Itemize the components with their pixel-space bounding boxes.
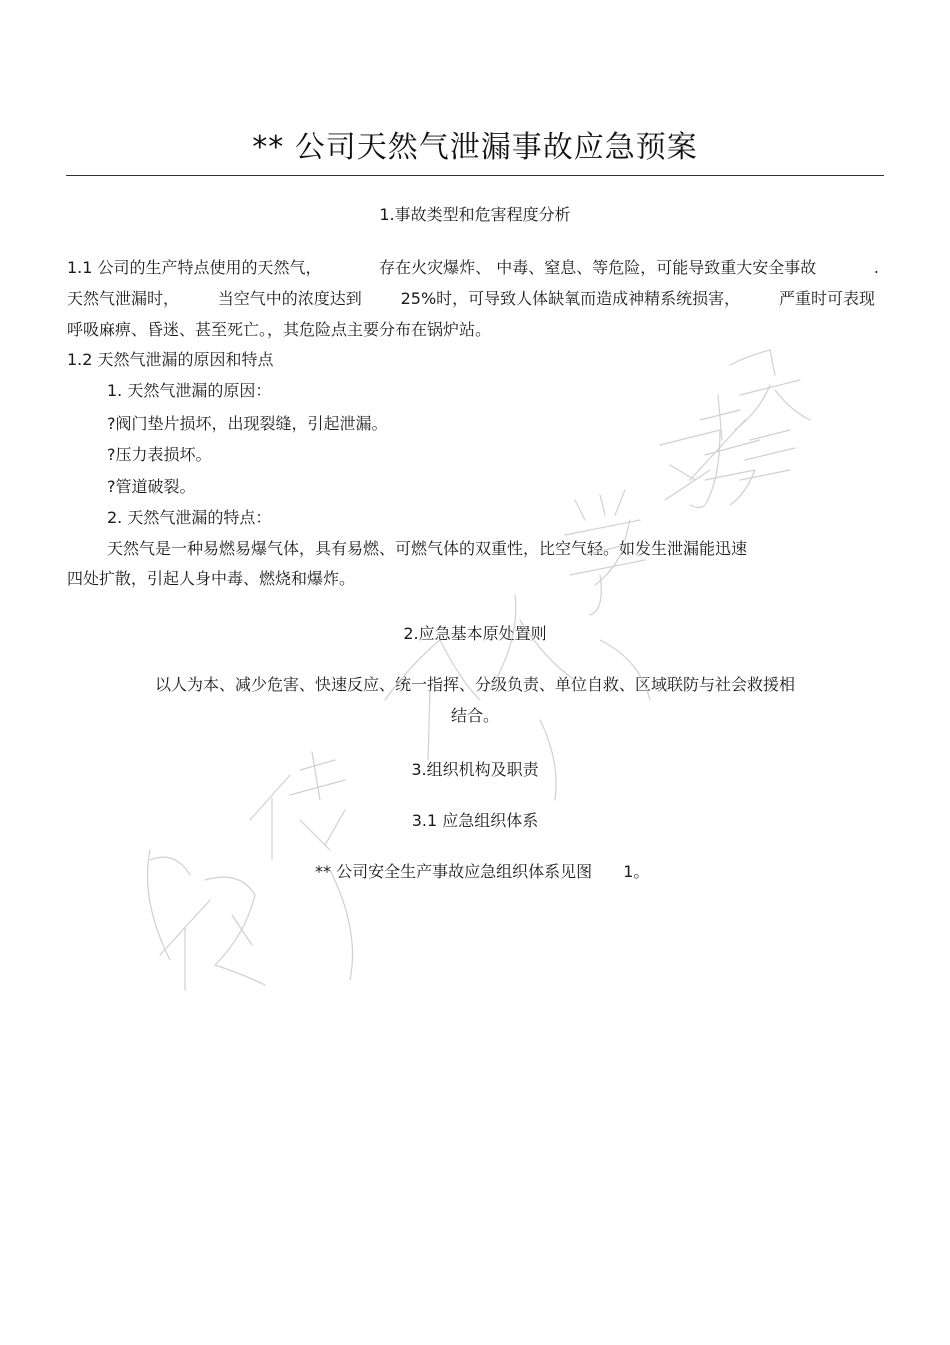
- cause-item: ?压力表损坏。: [107, 445, 212, 464]
- paragraph-1-1-line-3: 呼吸麻痹、昏迷、甚至死亡。，其危险点主要分布在锅炉站。: [67, 320, 492, 339]
- document-title: ** 公司天然气泄漏事故应急预案: [252, 130, 698, 165]
- cause-item: ?阀门垫片损坏，出现裂缝，引起泄漏。: [107, 414, 388, 433]
- causes-heading: 1. 天然气泄漏的原因：: [107, 381, 272, 400]
- features-line-2: 四处扩散，引起人身中毒、燃烧和爆炸。: [67, 569, 356, 588]
- features-heading: 2. 天然气泄漏的特点：: [107, 508, 272, 527]
- text-segment: ** 公司安全生产事故应急组织体系见图: [315, 862, 593, 881]
- text-segment: 天然气泄漏时，: [67, 289, 180, 308]
- section-3-body: [315, 860, 649, 884]
- text-segment: 存在火灾爆炸、 中毒、窒息、等危险，可能导致重大安全事故: [379, 258, 817, 277]
- cause-item: ?管道破裂。: [107, 477, 196, 496]
- text-segment: .: [873, 258, 879, 277]
- section-2-line-2: 结合。: [450, 706, 499, 725]
- paragraph-1-1-line-1: [67, 256, 879, 280]
- features-line-1: 天然气是一种易燃易爆气体，具有易燃、可燃气体的双重性，比空气轻。如发生泄漏能迅速: [107, 539, 748, 558]
- text-segment: 1。: [623, 862, 650, 881]
- section-2-line-1: 以人为本、减少危害、快速反应、统一指挥、分级负责、单位自救、区域联防与社会救援相: [154, 675, 795, 694]
- section-2-heading: 2.应急基本原处置则: [403, 624, 547, 643]
- text-segment: 当空气中的浓度达到: [217, 289, 362, 308]
- subsection-3-1-heading: 3.1 应急组织体系: [411, 811, 539, 830]
- text-segment: 严重时可表现: [778, 289, 875, 308]
- paragraph-1-1-line-2: [67, 287, 875, 311]
- subsection-1-2-heading: 1.2 天然气泄漏的原因和特点: [67, 350, 274, 369]
- text-segment: 1.1 公司的生产特点使用的天然气，: [67, 258, 322, 277]
- title-divider: [66, 175, 884, 176]
- section-1-heading: 1.事故类型和危害程度分析: [379, 205, 571, 224]
- section-3-heading: 3.组织机构及职责: [411, 760, 539, 779]
- text-segment: 25%时，可导致人体缺氧而造成神精系统损害，: [400, 289, 741, 308]
